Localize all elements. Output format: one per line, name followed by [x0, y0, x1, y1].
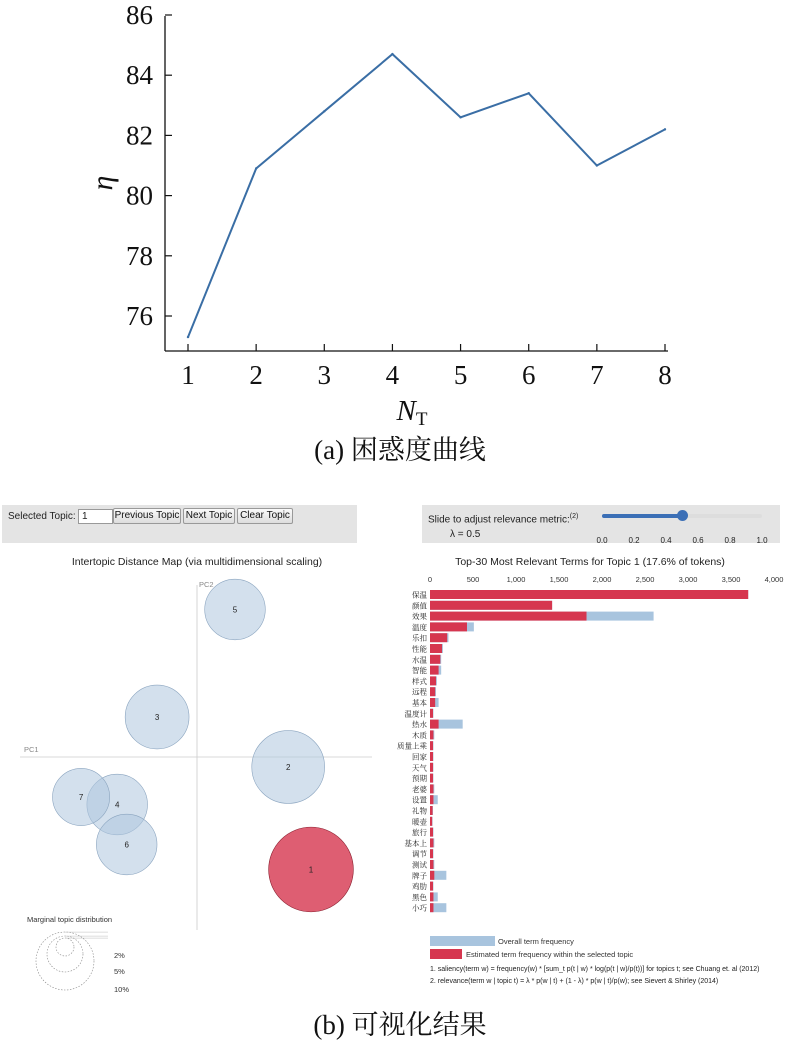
topic-frequency-bar	[430, 817, 432, 826]
term-label: 热水	[412, 720, 427, 730]
term-label: 测试	[412, 860, 427, 870]
y-tick-label: 78	[126, 240, 153, 271]
bar-x-tick-label: 4,000	[764, 575, 784, 584]
term-label: 老婆	[412, 784, 427, 794]
bar-x-tick-label: 1,000	[506, 575, 526, 584]
marginal-label: 10%	[114, 985, 130, 994]
topic-frequency-bar	[430, 709, 433, 718]
x-tick-label: 7	[590, 360, 604, 390]
perplexity-series-line	[188, 54, 665, 337]
topic-frequency-bar	[430, 806, 433, 815]
term-label: 牌子	[412, 871, 427, 881]
slider-tick: 0.4	[660, 536, 672, 545]
term-label: 调节	[412, 849, 427, 859]
bar-x-tick-label: 3,500	[721, 575, 741, 584]
next-topic-button[interactable]: Next Topic	[183, 508, 235, 524]
topic-frequency-bar	[430, 784, 433, 793]
previous-topic-button[interactable]: Previous Topic	[113, 508, 181, 524]
topic-frequency-bar	[430, 590, 748, 599]
term-label: 样式	[412, 676, 427, 686]
x-tick-label: 1	[181, 360, 195, 390]
data-point	[187, 336, 189, 338]
topic-frequency-bar	[430, 698, 435, 707]
bar-x-tick-label: 2,000	[592, 575, 612, 584]
slider-tick: 1.0	[756, 536, 768, 545]
topic-frequency-bar	[430, 622, 467, 631]
legend-overall-swatch	[430, 936, 495, 946]
topic-frequency-bar	[430, 633, 447, 642]
term-label: 基本上	[404, 838, 427, 848]
topic-frequency-bar	[430, 763, 433, 772]
slider-tick: 0.0	[596, 536, 608, 545]
x-tick-label: 6	[521, 360, 536, 390]
y-axis-label: η	[86, 175, 119, 191]
legend-topic-swatch	[430, 949, 462, 959]
term-label: 智能	[412, 666, 427, 676]
caption-b: (b) 可视化结果	[313, 1010, 487, 1040]
caption-a: (a) 困惑度曲线	[314, 435, 486, 465]
marginal-title: Marginal topic distribution	[27, 915, 113, 924]
marginal-circle	[56, 938, 74, 956]
term-label: 基本	[412, 698, 427, 708]
legend-overall-label: Overall term frequency	[498, 937, 574, 946]
marginal-label: 2%	[114, 951, 125, 960]
term-label: 设置	[412, 795, 427, 805]
term-label: 礼物	[412, 806, 427, 816]
topic-frequency-bar	[430, 752, 433, 761]
x-tick-label: 5	[453, 360, 468, 390]
topic-frequency-bar	[430, 741, 433, 750]
term-label: 小巧	[412, 903, 427, 913]
topic-frequency-bar	[430, 795, 433, 804]
topic-label: 2	[285, 763, 291, 772]
selected-topic-label: Selected Topic:	[8, 511, 76, 522]
term-label: 木质	[412, 730, 427, 740]
term-label: 回家	[412, 752, 427, 762]
topic-frequency-bar	[430, 838, 433, 847]
topic-label: 7	[78, 793, 84, 802]
data-point	[459, 116, 461, 118]
perplexity-line-chart	[0, 0, 800, 470]
topic-label: 4	[114, 800, 120, 810]
topic-frequency-bar	[430, 666, 439, 675]
data-point	[664, 128, 666, 130]
term-label: 性能	[412, 644, 427, 654]
footnote-relevance: 2. relevance(term w | topic t) = λ * p(w | t) + (1 - λ) * p(w | t)/p(w); see Sievert & Shirley (2014)	[430, 978, 719, 985]
marginal-label: 5%	[114, 967, 125, 976]
term-label: 温度	[412, 622, 427, 632]
bar-x-tick-label: 3,000	[678, 575, 698, 584]
pc2-label: PC2	[199, 580, 214, 589]
term-label: 远程	[412, 687, 427, 697]
term-label: 水温	[412, 655, 427, 665]
term-label: 旅行	[412, 828, 427, 838]
pc1-label: PC1	[24, 745, 39, 754]
marginal-circle	[47, 936, 83, 972]
term-label: 温度计	[404, 709, 427, 719]
footnote-saliency: 1. saliency(term w) = frequency(w) * [sum_t p(t | w) * log(p(t | w)/p(t))] for topics t; see Chuang et. al (2012)	[430, 966, 760, 973]
term-label: 颜值	[412, 601, 427, 611]
ldavis-visualization	[0, 500, 800, 1010]
term-label: 效果	[412, 612, 427, 622]
topic-frequency-bar	[430, 849, 433, 858]
topic-label: 1	[308, 865, 314, 875]
bar-x-tick-label: 0	[427, 575, 433, 584]
marginal-circle	[36, 932, 94, 990]
topic-frequency-bar	[430, 612, 587, 621]
slider-label: Slide to adjust relevance metric:$^{(2)}$	[428, 513, 579, 526]
slider-tick: 0.8	[724, 536, 736, 545]
data-point	[323, 110, 325, 112]
topic-frequency-bar	[430, 774, 433, 783]
bar-x-tick-label: 500	[466, 575, 480, 584]
data-point	[528, 92, 530, 94]
topic-frequency-bar	[430, 720, 439, 729]
data-point	[596, 164, 598, 166]
term-label: 鸡肋	[412, 882, 427, 892]
legend-topic-label: Estimated term frequency within the selected topic	[466, 950, 634, 959]
topic-label: 5	[232, 605, 238, 615]
topic-frequency-bar	[430, 903, 433, 912]
topic-frequency-bar	[430, 676, 436, 685]
y-tick-label: 86	[126, 0, 153, 30]
topic-frequency-bar	[430, 655, 440, 664]
bar-x-tick-label: 1,500	[549, 575, 569, 584]
x-tick-label: 3	[317, 360, 332, 390]
topic-frequency-bar	[430, 892, 433, 901]
topic-frequency-bar	[430, 730, 433, 739]
y-tick-label: 80	[126, 180, 153, 211]
term-label: 黑色	[412, 892, 427, 902]
bar-chart-title: Top-30 Most Relevant Terms for Topic 1 (17.6% of tokens)	[455, 556, 725, 568]
topic-frequency-bar	[430, 687, 435, 696]
slider-tick: 0.2	[628, 536, 640, 545]
topic-frequency-bar	[430, 871, 434, 880]
topic-frequency-bar	[430, 644, 442, 653]
x-tick-label: 2	[249, 360, 263, 390]
term-label: 乐扣	[412, 633, 427, 643]
term-label: 暖壶	[412, 817, 427, 827]
topic-label: 3	[154, 713, 160, 722]
topic-label: 6	[124, 840, 129, 850]
x-tick-label: 4	[385, 360, 400, 390]
term-label: 保温	[412, 590, 427, 600]
y-tick-label: 76	[126, 301, 153, 331]
lambda-readout: λ = 0.5	[450, 529, 481, 540]
term-label: 天气	[412, 763, 427, 773]
x-axis-label: NT	[396, 395, 428, 430]
y-tick-label: 84	[126, 60, 153, 91]
topic-frequency-bar	[430, 860, 433, 869]
clear-topic-button[interactable]: Clear Topic	[237, 508, 293, 524]
data-point	[391, 53, 393, 55]
topic-frequency-bar	[430, 828, 433, 837]
term-label: 质量上乘	[397, 741, 427, 751]
bar-x-tick-label: 2,500	[635, 575, 655, 584]
x-tick-label: 8	[658, 360, 672, 390]
data-point	[255, 167, 257, 169]
topic-frequency-bar	[430, 882, 433, 891]
intertopic-map-title: Intertopic Distance Map (via multidimensional scaling)	[71, 556, 323, 568]
slider-tick: 0.6	[692, 536, 704, 545]
topic-frequency-bar	[430, 601, 552, 610]
selected-topic-input[interactable]: 1	[78, 509, 113, 524]
term-label: 预期	[412, 774, 427, 784]
y-tick-label: 82	[126, 120, 153, 151]
